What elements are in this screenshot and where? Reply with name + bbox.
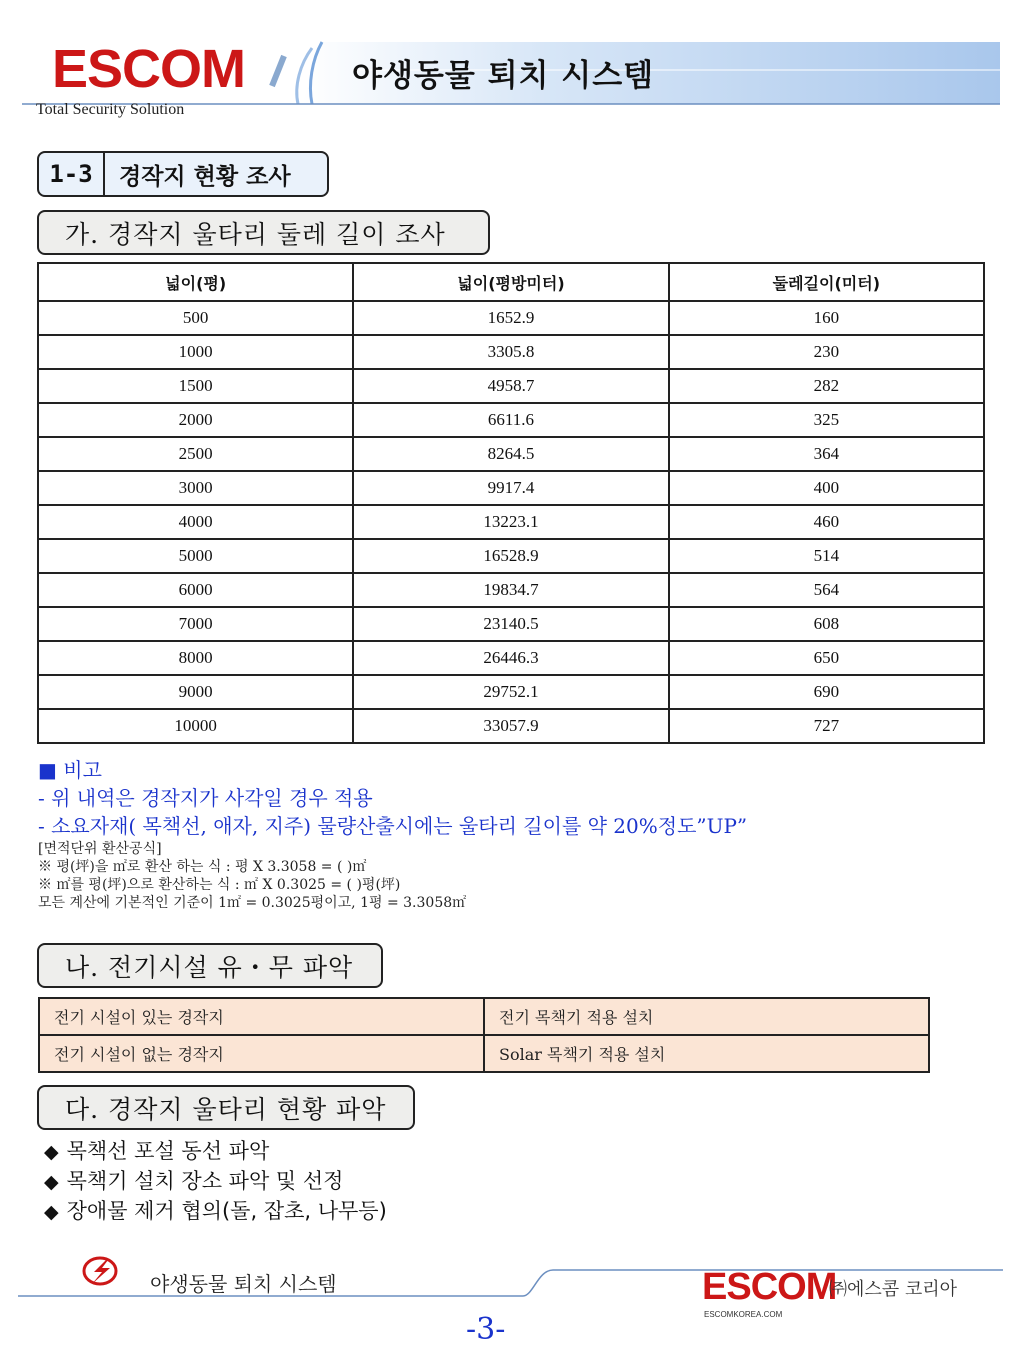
table-row	[38, 607, 984, 641]
cell-perimeter: 325	[669, 403, 984, 437]
cell-sqm: 26446.3	[353, 641, 668, 675]
footer-escom-logo: ESCOM	[702, 1266, 837, 1308]
cell-perimeter: 650	[669, 641, 984, 675]
footer-website: ESCOMKOREA.COM	[704, 1310, 783, 1319]
cell-pyeong: 8000	[38, 641, 353, 675]
table-row	[38, 539, 984, 573]
electric-facility-table	[38, 997, 930, 1073]
cell-pyeong: 5000	[38, 539, 353, 573]
cell-pyeong: 3000	[38, 471, 353, 505]
table-row	[38, 573, 984, 607]
table-row	[38, 301, 984, 335]
cell-condition: 전기 시설이 있는 경작지	[39, 998, 484, 1035]
table-row	[38, 369, 984, 403]
cell-sqm: 13223.1	[353, 505, 668, 539]
section-heading	[37, 151, 329, 197]
formula-line: ※ 평(坪)을 ㎡로 환산 하는 식 : 평 X 3.3058 = ( )㎡	[38, 859, 367, 875]
list-item-text: 목책선 포설 동선 파악	[66, 1139, 270, 1163]
table-row	[38, 641, 984, 675]
table-row	[39, 998, 929, 1035]
cell-pyeong: 1500	[38, 369, 353, 403]
escom-logo: ESCOM	[52, 39, 246, 99]
diamond-bullet-icon: ◆	[44, 1201, 59, 1223]
cell-sqm: 33057.9	[353, 709, 668, 743]
cell-sqm: 19834.7	[353, 573, 668, 607]
diamond-bullet-icon: ◆	[44, 1141, 59, 1163]
list-item	[44, 1167, 387, 1197]
table-header-row	[38, 263, 984, 301]
table-row	[38, 471, 984, 505]
cell-sqm: 6611.6	[353, 403, 668, 437]
table-row	[39, 1035, 929, 1072]
notes-line: - 소요자재( 목책선, 애자, 지주) 물량산출시에는 울타리 길이를 약 20%정도”UP”	[38, 814, 748, 838]
col-header-pyeong: 넓이(평)	[38, 263, 353, 301]
cell-pyeong: 2000	[38, 403, 353, 437]
cell-action: Solar 목책기 적용 설치	[484, 1035, 929, 1072]
cell-perimeter: 690	[669, 675, 984, 709]
document-title: 야생동물 퇴치 시스템	[352, 58, 655, 94]
table-row	[38, 403, 984, 437]
cell-perimeter: 608	[669, 607, 984, 641]
notes-block	[38, 756, 978, 912]
table-row	[38, 335, 984, 369]
cell-sqm: 8264.5	[353, 437, 668, 471]
tagline: Total Security Solution	[36, 101, 185, 118]
cell-perimeter: 364	[669, 437, 984, 471]
cell-condition: 전기 시설이 없는 경작지	[39, 1035, 484, 1072]
subsection-b-title: 나. 전기시설 유・무 파악	[37, 943, 383, 988]
diamond-bullet-icon: ◆	[44, 1171, 59, 1193]
list-item-text: 목책기 설치 장소 파악 및 선정	[66, 1169, 344, 1193]
cell-sqm: 9917.4	[353, 471, 668, 505]
cell-sqm: 3305.8	[353, 335, 668, 369]
cell-sqm: 4958.7	[353, 369, 668, 403]
col-header-perimeter: 둘레길이(미터)	[669, 263, 984, 301]
table-row	[38, 437, 984, 471]
cell-perimeter: 160	[669, 301, 984, 335]
list-item	[44, 1137, 387, 1167]
cell-perimeter: 514	[669, 539, 984, 573]
cell-perimeter: 564	[669, 573, 984, 607]
cell-pyeong: 2500	[38, 437, 353, 471]
cell-pyeong: 9000	[38, 675, 353, 709]
subsection-c-title: 다. 경작지 울타리 현황 파악	[37, 1085, 415, 1130]
notes-heading: ■ 비고	[38, 758, 102, 782]
cell-perimeter: 230	[669, 335, 984, 369]
footer-company-name: ㈜에스콤 코리아	[829, 1279, 958, 1300]
formula-line: 모든 계산에 기본적인 기준이 1㎡ = 0.3025평이고, 1평 = 3.3058㎡	[38, 895, 467, 911]
cell-pyeong: 1000	[38, 335, 353, 369]
cell-perimeter: 460	[669, 505, 984, 539]
cell-action: 전기 목책기 적용 설치	[484, 998, 929, 1035]
cell-perimeter: 400	[669, 471, 984, 505]
col-header-sqm: 넓이(평방미터)	[353, 263, 668, 301]
cell-pyeong: 10000	[38, 709, 353, 743]
cell-perimeter: 727	[669, 709, 984, 743]
cell-pyeong: 4000	[38, 505, 353, 539]
formula-line: ※ ㎡를 평(坪)으로 환산하는 식 : ㎡ X 0.3025 = ( )평(坪)	[38, 877, 401, 893]
cell-sqm: 29752.1	[353, 675, 668, 709]
cell-sqm: 23140.5	[353, 607, 668, 641]
bullet-list	[44, 1137, 387, 1227]
cell-sqm: 1652.9	[353, 301, 668, 335]
list-item	[44, 1197, 387, 1227]
area-perimeter-table	[37, 262, 985, 744]
cell-pyeong: 500	[38, 301, 353, 335]
section-number: 1-3	[39, 153, 105, 195]
formula-title: [면적단위 환산공식]	[38, 841, 162, 857]
cell-perimeter: 282	[669, 369, 984, 403]
lightning-logo-icon	[80, 1253, 120, 1289]
list-item-text: 장애물 제거 협의(돌, 잡초, 나무등)	[66, 1199, 387, 1223]
table-row	[38, 675, 984, 709]
notes-line: - 위 내역은 경작지가 사각일 경우 적용	[38, 786, 373, 810]
cell-pyeong: 7000	[38, 607, 353, 641]
page-number: -3-	[466, 1312, 506, 1347]
footer-title: 야생동물 퇴치 시스템	[150, 1272, 337, 1296]
subsection-a-title: 가. 경작지 울타리 둘레 길이 조사	[37, 210, 490, 255]
cell-pyeong: 6000	[38, 573, 353, 607]
table-row	[38, 505, 984, 539]
cell-sqm: 16528.9	[353, 539, 668, 573]
section-title: 경작지 현황 조사	[119, 163, 291, 190]
table-row	[38, 709, 984, 743]
